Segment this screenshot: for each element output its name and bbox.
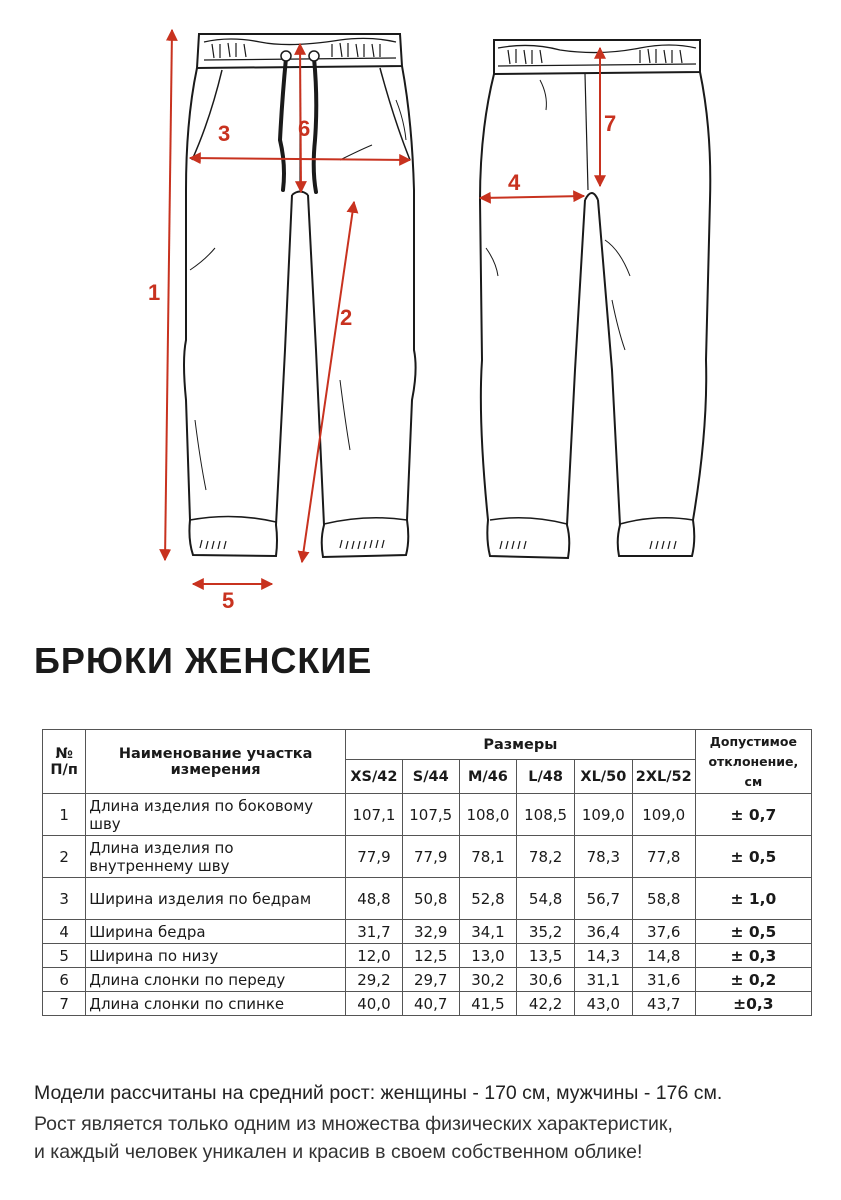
row-value: 12,0 (345, 944, 402, 968)
row-value: 58,8 (632, 878, 695, 920)
row-value: 107,1 (345, 794, 402, 836)
measurement-lines (165, 30, 600, 584)
measurement-labels (148, 111, 616, 613)
row-number: 5 (43, 944, 86, 968)
row-tolerance: ± 0,5 (695, 920, 811, 944)
row-value: 77,9 (345, 836, 402, 878)
row-tolerance: ± 0,7 (695, 794, 811, 836)
col-name-label: Наименование участка измерения (118, 745, 313, 778)
row-name: Ширина по низу (86, 944, 346, 968)
row-tolerance: ± 0,5 (695, 836, 811, 878)
row-name: Ширина изделия по бедрам (86, 878, 346, 920)
table-row (43, 878, 812, 920)
row-value: 108,5 (517, 794, 575, 836)
measure-label-6: 6 (298, 116, 311, 141)
measure-label-5: 5 (222, 588, 235, 613)
row-tolerance: ± 1,0 (695, 878, 811, 920)
row-value: 31,1 (574, 968, 632, 992)
measure-label-7: 7 (604, 111, 617, 136)
row-value: 52,8 (459, 878, 517, 920)
row-number: 4 (43, 920, 86, 944)
row-value: 37,6 (632, 920, 695, 944)
table-row (43, 944, 812, 968)
table-row (43, 968, 812, 992)
row-value: 36,4 (574, 920, 632, 944)
col-header-number (43, 730, 86, 794)
table-row (43, 920, 812, 944)
measure-label-2: 2 (340, 305, 353, 330)
row-value: 42,2 (517, 992, 575, 1016)
row-value: 40,7 (402, 992, 459, 1016)
size-header: S/44 (402, 760, 459, 794)
measure-label-1: 1 (148, 280, 161, 305)
row-value: 29,7 (402, 968, 459, 992)
table-row (43, 836, 812, 878)
measure-label-4: 4 (508, 170, 521, 195)
footer-line-2: Рост является только одним из множества физических характеристик, (34, 1113, 673, 1135)
row-value: 78,3 (574, 836, 632, 878)
row-value: 32,9 (402, 920, 459, 944)
size-header: XL/50 (574, 760, 632, 794)
col-header-tolerance (695, 730, 811, 794)
row-value: 50,8 (402, 878, 459, 920)
row-value: 48,8 (345, 878, 402, 920)
row-value: 13,5 (517, 944, 575, 968)
row-value: 43,0 (574, 992, 632, 1016)
row-value: 78,2 (517, 836, 575, 878)
row-value: 107,5 (402, 794, 459, 836)
row-value: 108,0 (459, 794, 517, 836)
row-name: Длина изделия по боковому шву (86, 794, 346, 836)
row-number: 1 (43, 794, 86, 836)
row-value: 29,2 (345, 968, 402, 992)
col-no-label: № П/п (50, 745, 78, 778)
row-name: Длина слонки по спинке (86, 992, 346, 1016)
size-header: 2XL/52 (632, 760, 695, 794)
row-value: 13,0 (459, 944, 517, 968)
row-name: Длина слонки по переду (86, 968, 346, 992)
row-value: 43,7 (632, 992, 695, 1016)
row-value: 34,1 (459, 920, 517, 944)
row-value: 14,8 (632, 944, 695, 968)
row-value: 30,6 (517, 968, 575, 992)
measure-label-3: 3 (218, 121, 231, 146)
row-value: 77,8 (632, 836, 695, 878)
row-tolerance: ± 0,3 (695, 944, 811, 968)
page-title: БРЮКИ ЖЕНСКИЕ (34, 640, 373, 681)
row-value: 30,2 (459, 968, 517, 992)
row-tolerance: ± 0,2 (695, 968, 811, 992)
row-number: 7 (43, 992, 86, 1016)
row-value: 35,2 (517, 920, 575, 944)
row-value: 41,5 (459, 992, 517, 1016)
footer-line-3: и каждый человек уникален и красив в своем собственном облике! (34, 1141, 643, 1163)
row-value: 56,7 (574, 878, 632, 920)
col-header-sizes: Размеры (345, 730, 695, 760)
size-header: XS/42 (345, 760, 402, 794)
row-value: 14,3 (574, 944, 632, 968)
table-row (43, 794, 812, 836)
row-value: 31,6 (632, 968, 695, 992)
row-value: 54,8 (517, 878, 575, 920)
size-chart-table (42, 729, 812, 1016)
back-pants-drawing (480, 40, 710, 558)
row-tolerance: ±0,3 (695, 992, 811, 1016)
footer-line-1: Модели рассчитаны на средний рост: женщины - 170 см, мужчины - 176 см. (34, 1082, 723, 1104)
table-row (43, 992, 812, 1016)
row-value: 109,0 (574, 794, 632, 836)
row-name: Длина изделия по внутреннему шву (86, 836, 346, 878)
row-value: 78,1 (459, 836, 517, 878)
row-number: 6 (43, 968, 86, 992)
row-value: 31,7 (345, 920, 402, 944)
row-value: 12,5 (402, 944, 459, 968)
row-number: 2 (43, 836, 86, 878)
col-header-name (86, 730, 346, 794)
size-header: L/48 (517, 760, 575, 794)
row-number: 3 (43, 878, 86, 920)
row-value: 40,0 (345, 992, 402, 1016)
row-value: 109,0 (632, 794, 695, 836)
row-value: 77,9 (402, 836, 459, 878)
size-header: M/46 (459, 760, 517, 794)
row-name: Ширина бедра (86, 920, 346, 944)
col-tol-label: Допустимое отклонение, см (708, 733, 799, 789)
